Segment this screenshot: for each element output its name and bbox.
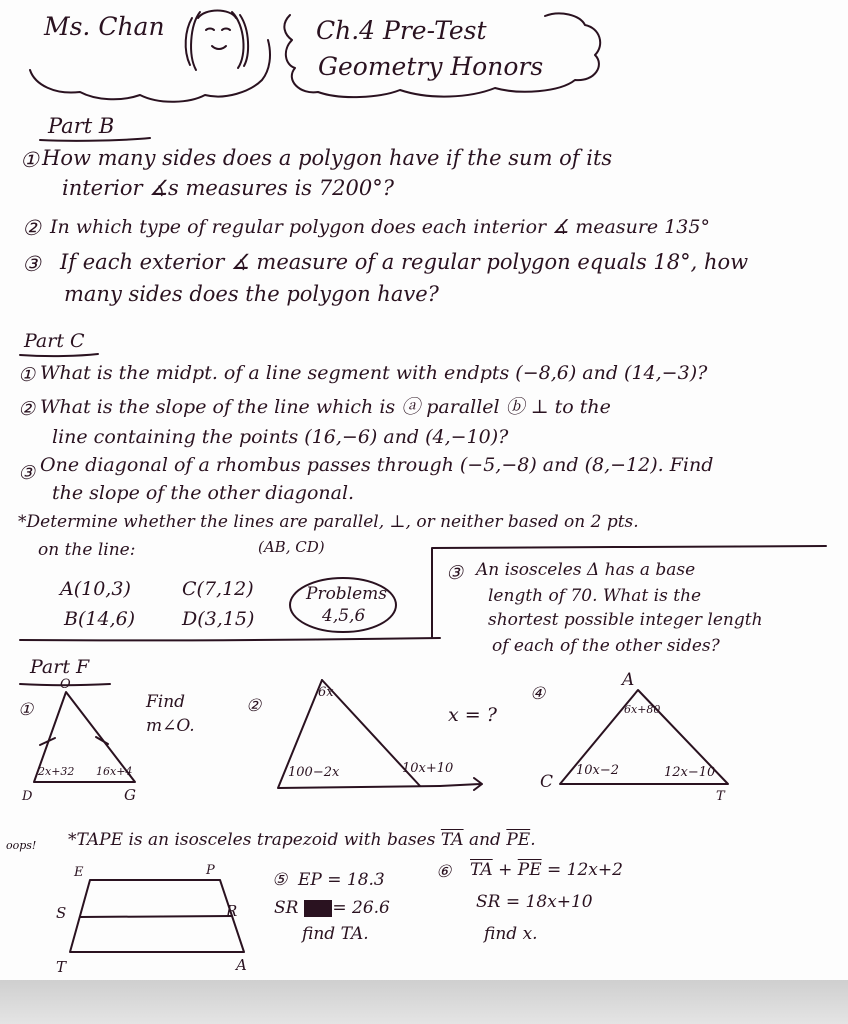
trap-vertex-a: A [236, 956, 247, 974]
triangle3-vertex-a: A [622, 670, 635, 690]
boxed-problem-line3: shortest possible integer length [488, 610, 763, 630]
problem5-number: ⑤ [272, 870, 288, 890]
determine-instruction-line1: *Determine whether the lines are parallel, ⊥, or neither based on 2 pts. [18, 512, 639, 532]
part-b-q3-line2: many sides does the polygon have? [64, 282, 439, 306]
problem6-plus: + [492, 860, 518, 880]
part-f-p2-number: ② [246, 696, 262, 716]
point-c: C(7,12) [182, 578, 254, 600]
part-b-q1-line2: interior ∡s measures is 7200°? [62, 176, 394, 200]
part-c-q2-number: ② [18, 398, 36, 420]
test-title: Ch.4 Pre-Test [316, 16, 487, 45]
test-subtitle: Geometry Honors [318, 52, 544, 81]
oops-note: oops! [6, 839, 37, 852]
base-ta: $\overline{TA}$ [440, 830, 464, 850]
triangle2-exterior-angle: 10x+10 [402, 761, 454, 776]
triangle3-vertex-t: T [716, 789, 725, 804]
triangle2-top-angle: 6x [318, 685, 334, 700]
boxed-problem-line4: of each of the other sides? [492, 636, 720, 656]
boxed-problem-line2: length of 70. What is the [488, 586, 702, 606]
problem6-line1 [470, 862, 623, 879]
part-f-p4-number: ④ [530, 684, 546, 704]
problem6-line3: find x. [484, 924, 538, 944]
boxed-problem-line1: An isosceles Δ has a base [476, 560, 696, 580]
triangle1-angle-d: 2x+32 [38, 765, 75, 778]
trap-vertex-p: P [206, 863, 215, 878]
problem5-sr: SR [274, 898, 299, 918]
part-f-heading: Part F [30, 656, 90, 678]
part-c-q2-line1: What is the slope of the line which is ⓐ parallel ⓑ ⊥ to the [40, 396, 611, 418]
part-b-q2-number: ② [22, 216, 41, 240]
statement-period: . [530, 830, 536, 850]
part-c-q2-line2: line containing the points (16,−6) and (4,−10)? [52, 426, 509, 448]
problem5-line1: EP = 18.3 [298, 870, 385, 890]
triangle3-angle-c: 10x−2 [576, 763, 620, 778]
triangle1-vertex-o: O [60, 677, 71, 692]
x-question: x = ? [448, 704, 497, 726]
trapezoid-statement-text: *TAPE is an isosceles trapezoid with bases [68, 830, 436, 850]
part-b-underline [40, 138, 150, 141]
problems-numbers: 4,5,6 [322, 606, 366, 626]
boxed-problem-number: ③ [446, 562, 464, 584]
part-b-heading: Part B [48, 114, 115, 138]
triangle3-angle-a: 6x+80 [624, 703, 661, 716]
triangle1-angle-g: 16x+4 [96, 765, 133, 778]
name-cloud [30, 40, 270, 102]
part-c-q1-number: ① [18, 364, 36, 386]
part-c-underline [20, 354, 98, 356]
and-word: and [468, 830, 501, 850]
problem6-line2: SR = 18x+10 [476, 892, 593, 912]
teacher-name: Ms. Chan [44, 12, 165, 41]
part-b-q2-text: In which type of regular polygon does each interior ∡ measure 135° [50, 216, 710, 238]
triangle2-left-angle: 100−2x [288, 765, 340, 780]
trapezoid-statement [68, 832, 536, 849]
part-c-q3-line1: One diagonal of a rhombus passes through (−5,−8) and (8,−12). Find [40, 454, 714, 476]
problem5-line2 [274, 900, 390, 917]
part-b-q3-line1: If each exterior ∡ measure of a regular polygon equals 18°, how [60, 250, 749, 274]
part-f-p1-find: Find [146, 692, 186, 712]
trap-vertex-t: T [56, 958, 67, 976]
part-f-p1-angle: m∠O. [146, 716, 195, 736]
problem6-rhs: = 12x+2 [541, 860, 623, 880]
lines-note: (AB, CD) [258, 538, 325, 556]
point-a: A(10,3) [60, 578, 131, 600]
part-c-q3-line2: the slope of the other diagonal. [52, 482, 355, 504]
trap-vertex-e: E [74, 865, 84, 880]
point-d: D(3,15) [182, 608, 255, 630]
triangle3-angle-t: 12x−10 [664, 765, 716, 780]
triangle1-vertex-g: G [124, 786, 136, 804]
divider-left [20, 638, 440, 640]
part-b-q1-number: ① [20, 148, 39, 172]
trap-vertex-s: S [56, 904, 67, 922]
point-b: B(14,6) [64, 608, 136, 630]
triangle3-vertex-c: C [540, 772, 554, 792]
trap-vertex-r: R [226, 902, 238, 920]
part-c-heading: Part C [24, 330, 85, 352]
triangle1-vertex-d: D [22, 789, 33, 804]
face-doodle [186, 11, 248, 71]
part-f-p1-number: ① [18, 700, 34, 720]
part-b-q1-line1: How many sides does a polygon have if the sum of its [42, 146, 613, 170]
problem6-ta: $\overline{TA}$ [470, 860, 493, 880]
problem5-value: = 26.6 [332, 898, 390, 918]
part-c-q3-number: ③ [18, 462, 36, 484]
problems-label: Problems [306, 584, 388, 604]
problem6-number: ⑥ [436, 862, 452, 882]
problem5-line3: find TA. [302, 924, 369, 944]
problem6-pe: $\overline{PE}$ [517, 860, 542, 880]
part-c-q1-text: What is the midpt. of a line segment with endpts (−8,6) and (14,−3)? [40, 362, 708, 384]
base-pe: $\overline{PE}$ [506, 830, 531, 850]
problem5-redaction [304, 900, 333, 917]
determine-instruction-line2: on the line: [38, 540, 136, 560]
part-b-q3-number: ③ [22, 252, 41, 276]
